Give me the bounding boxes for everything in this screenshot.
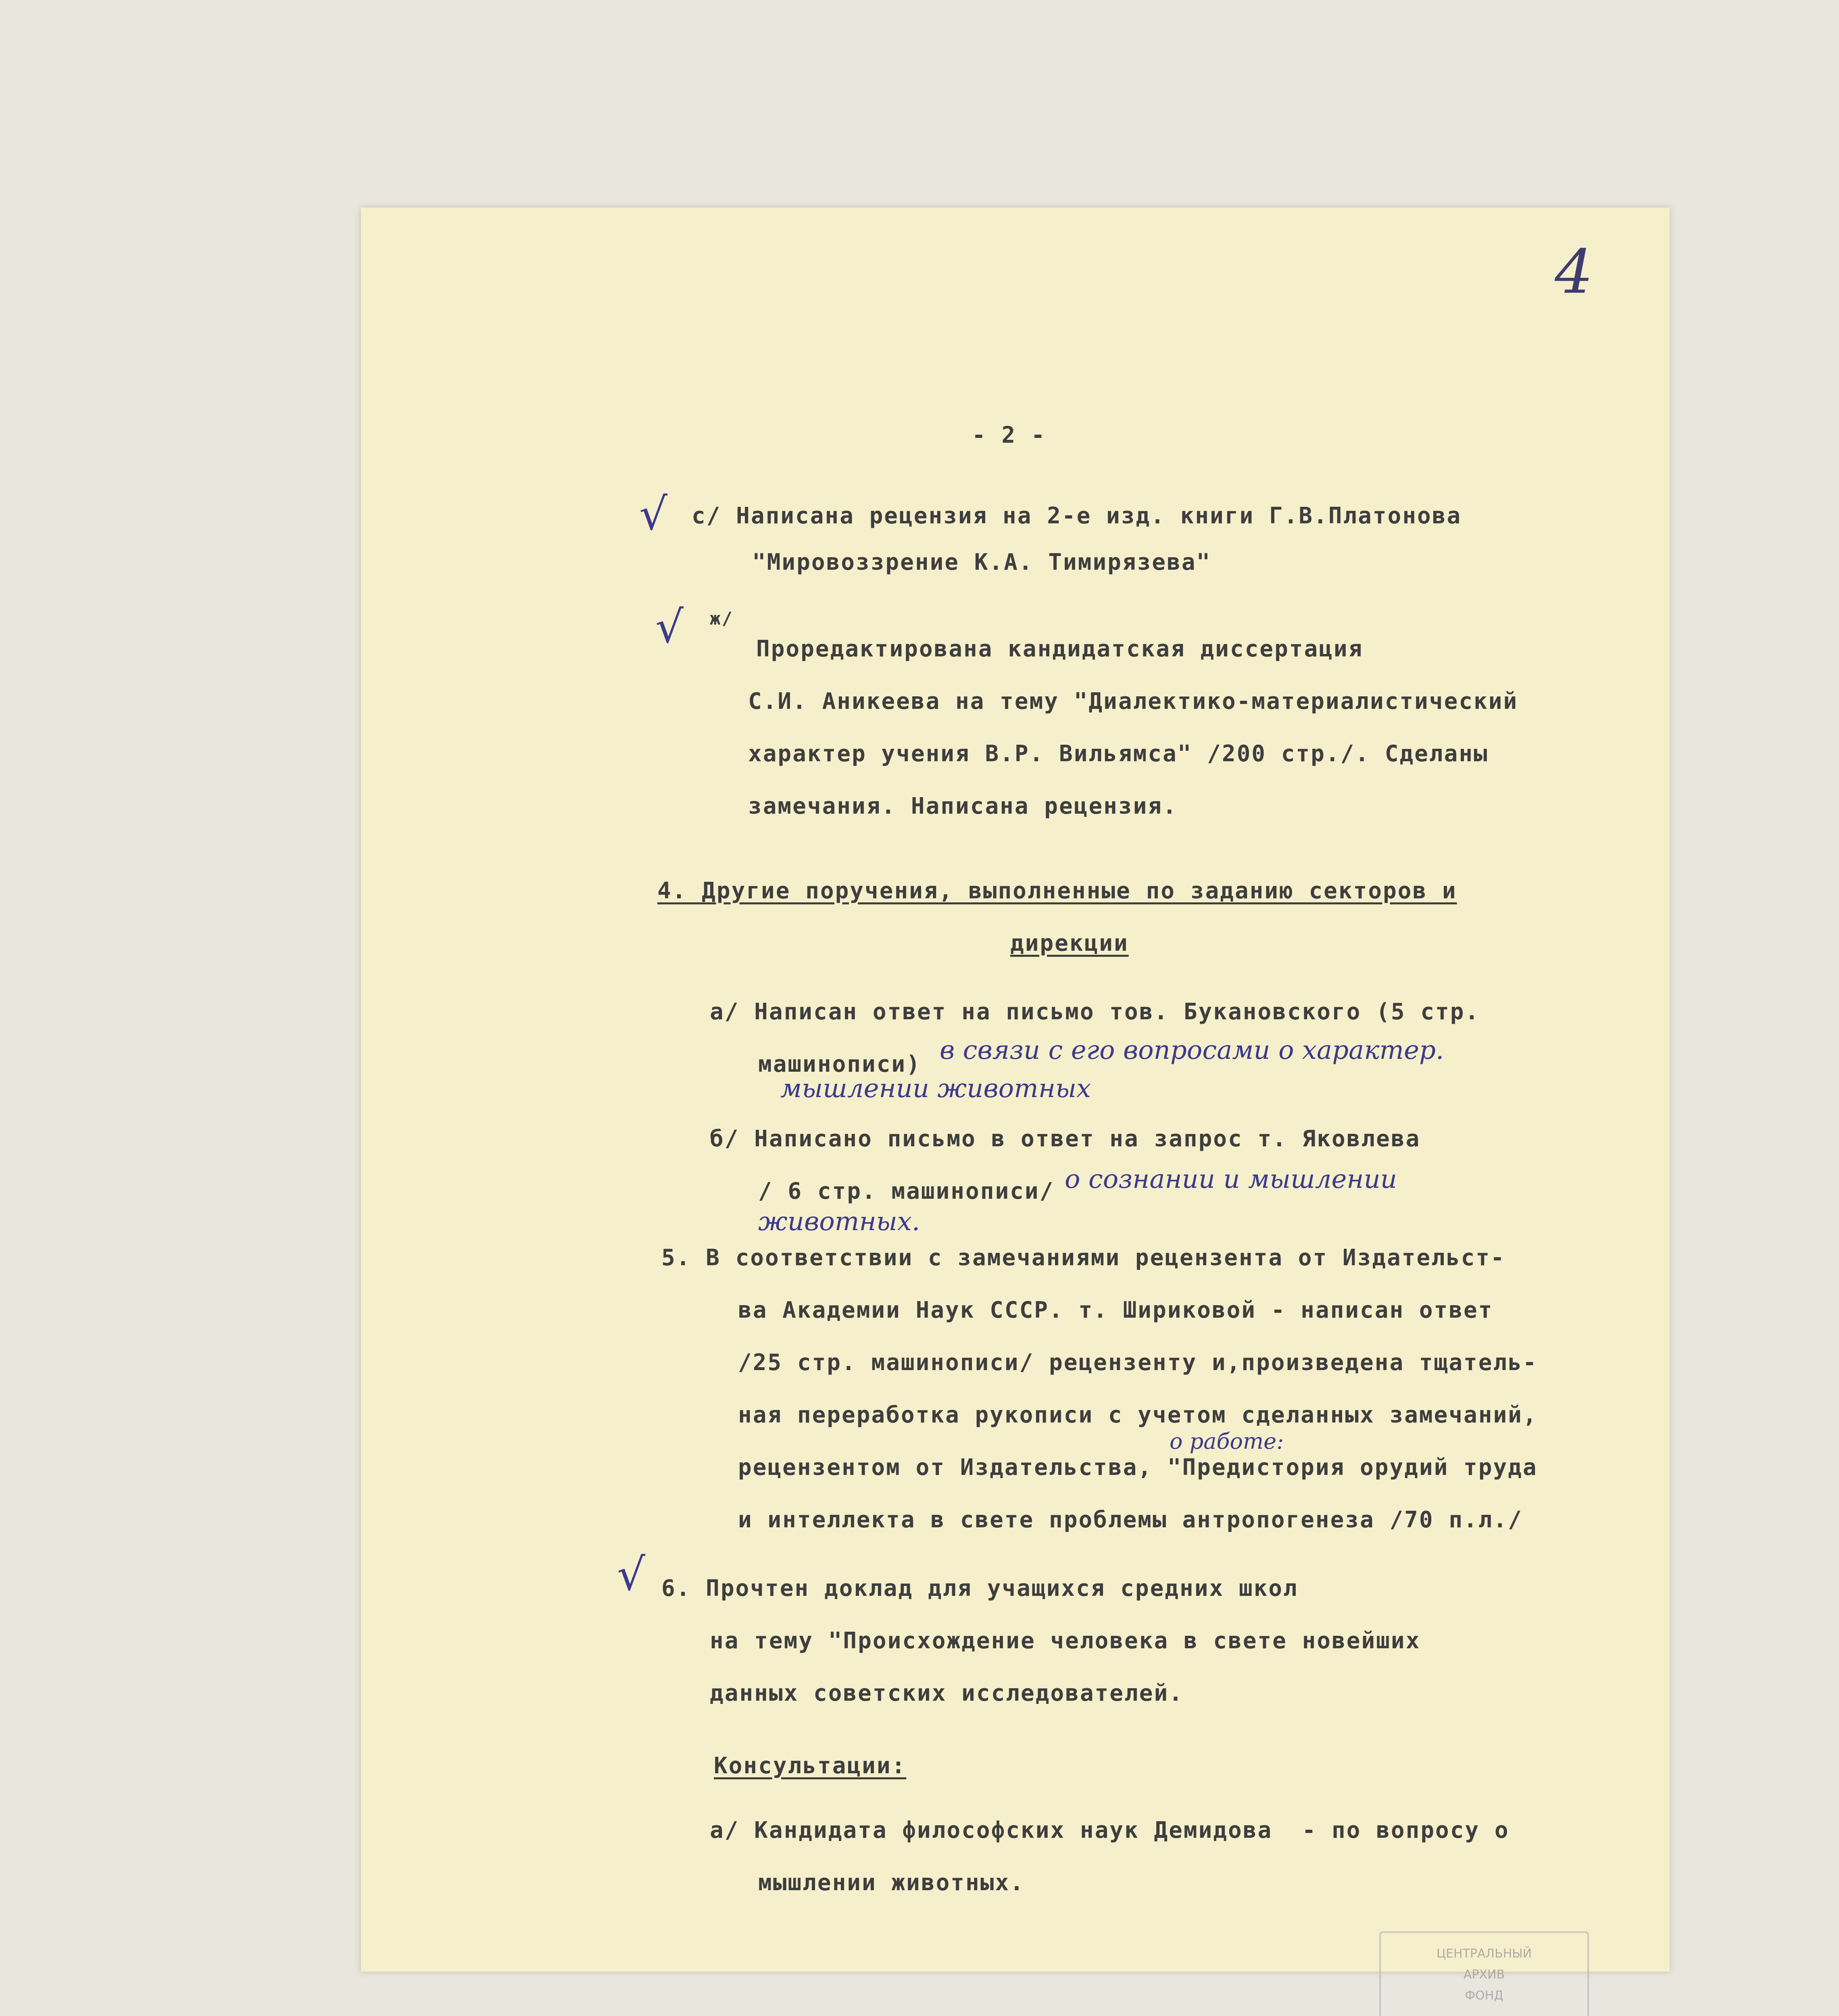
archive-stamp xyxy=(1379,1931,1589,2016)
check-mark-icon: √ xyxy=(639,488,668,540)
section-4-title-cont: дирекции xyxy=(1010,930,1129,956)
item-c-line-2: "Мировоззрение К.А. Тимирязева" xyxy=(752,549,1211,575)
handwritten-note-4a-cont: мышлении животных xyxy=(780,1074,1091,1104)
consultation-a-line-1: а/ Кандидата философских наук Демидова - по вопросу о xyxy=(710,1817,1510,1843)
page-number: - 2 - xyxy=(972,422,1046,448)
section-5-line-3: /25 стр. машинописи/ рецензенту и,произведена тщатель- xyxy=(738,1350,1538,1376)
consultation-a-line-2: мышлении животных. xyxy=(758,1870,1025,1896)
archive-page-number: 4 xyxy=(1555,237,1593,307)
item-zh-line-3: характер учения В.Р. Вильямса" /200 стр./. Сделаны xyxy=(748,741,1489,767)
item-zh-label: ж/ xyxy=(710,608,734,629)
section-6-line-2: на тему "Происхождение человека в свете новейших xyxy=(710,1628,1421,1654)
consultations-title: Консультации: xyxy=(714,1753,907,1779)
section-6-line-1: 6. Прочтен доклад для учащихся средних школ xyxy=(661,1575,1298,1602)
item-4a-line-1: а/ Написан ответ на письмо тов. Букановского (5 стр. xyxy=(710,999,1480,1025)
section-6-line-3: данных советских исследователей. xyxy=(710,1680,1184,1706)
check-mark-icon: √ xyxy=(655,601,684,653)
item-zh-line-2: С.И. Аникеева на тему "Диалектико-материалистический xyxy=(748,688,1518,714)
section-5-line-1: 5. В соответствии с замечаниями рецензента от Издательст- xyxy=(661,1245,1505,1271)
section-4-title: 4. Другие поручения, выполненные по заданию секторов и xyxy=(657,878,1457,904)
item-4b-line-2: / 6 стр. машинописи/ xyxy=(758,1178,1055,1204)
handwritten-note-4a: в связи с его вопросами о характер. xyxy=(940,1035,1444,1065)
item-4b-line-1: б/ Написано письмо в ответ на запрос т. Яковлева xyxy=(710,1126,1421,1152)
section-5-line-5: рецензентом от Издательства, "Предистория орудий труда xyxy=(738,1454,1538,1481)
stamp-line-2: АРХИВ xyxy=(1463,1968,1505,1982)
section-5-line-2: ва Академии Наук СССР. т. Шириковой - написан ответ xyxy=(738,1297,1493,1323)
handwritten-note-4b: о сознании и мышлении xyxy=(1065,1164,1397,1194)
stamp-line-1: ЦЕНТРАЛЬНЫЙ xyxy=(1436,1947,1532,1961)
stamp-line-3: ФОНД xyxy=(1465,1989,1503,2003)
section-5-line-4: ная переработка рукописи с учетом сделанных замечаний, xyxy=(738,1402,1538,1428)
item-c-line-1: с/ Написана рецензия на 2-е изд. книги Г.В.Платонова xyxy=(692,503,1462,529)
handwritten-note-4b-cont: животных. xyxy=(758,1207,920,1237)
section-5-line-6: и интеллекта в свете проблемы антропогенеза /70 п.л./ xyxy=(738,1507,1523,1533)
item-4a-line-2: машинописи) xyxy=(758,1051,921,1077)
handwritten-insert-5: о работе: xyxy=(1170,1429,1284,1454)
item-zh-line-1: Проредактирована кандидатская диссертация xyxy=(756,636,1364,662)
item-zh-line-4: замечания. Написана рецензия. xyxy=(748,793,1178,819)
check-mark-icon: √ xyxy=(617,1549,646,1600)
